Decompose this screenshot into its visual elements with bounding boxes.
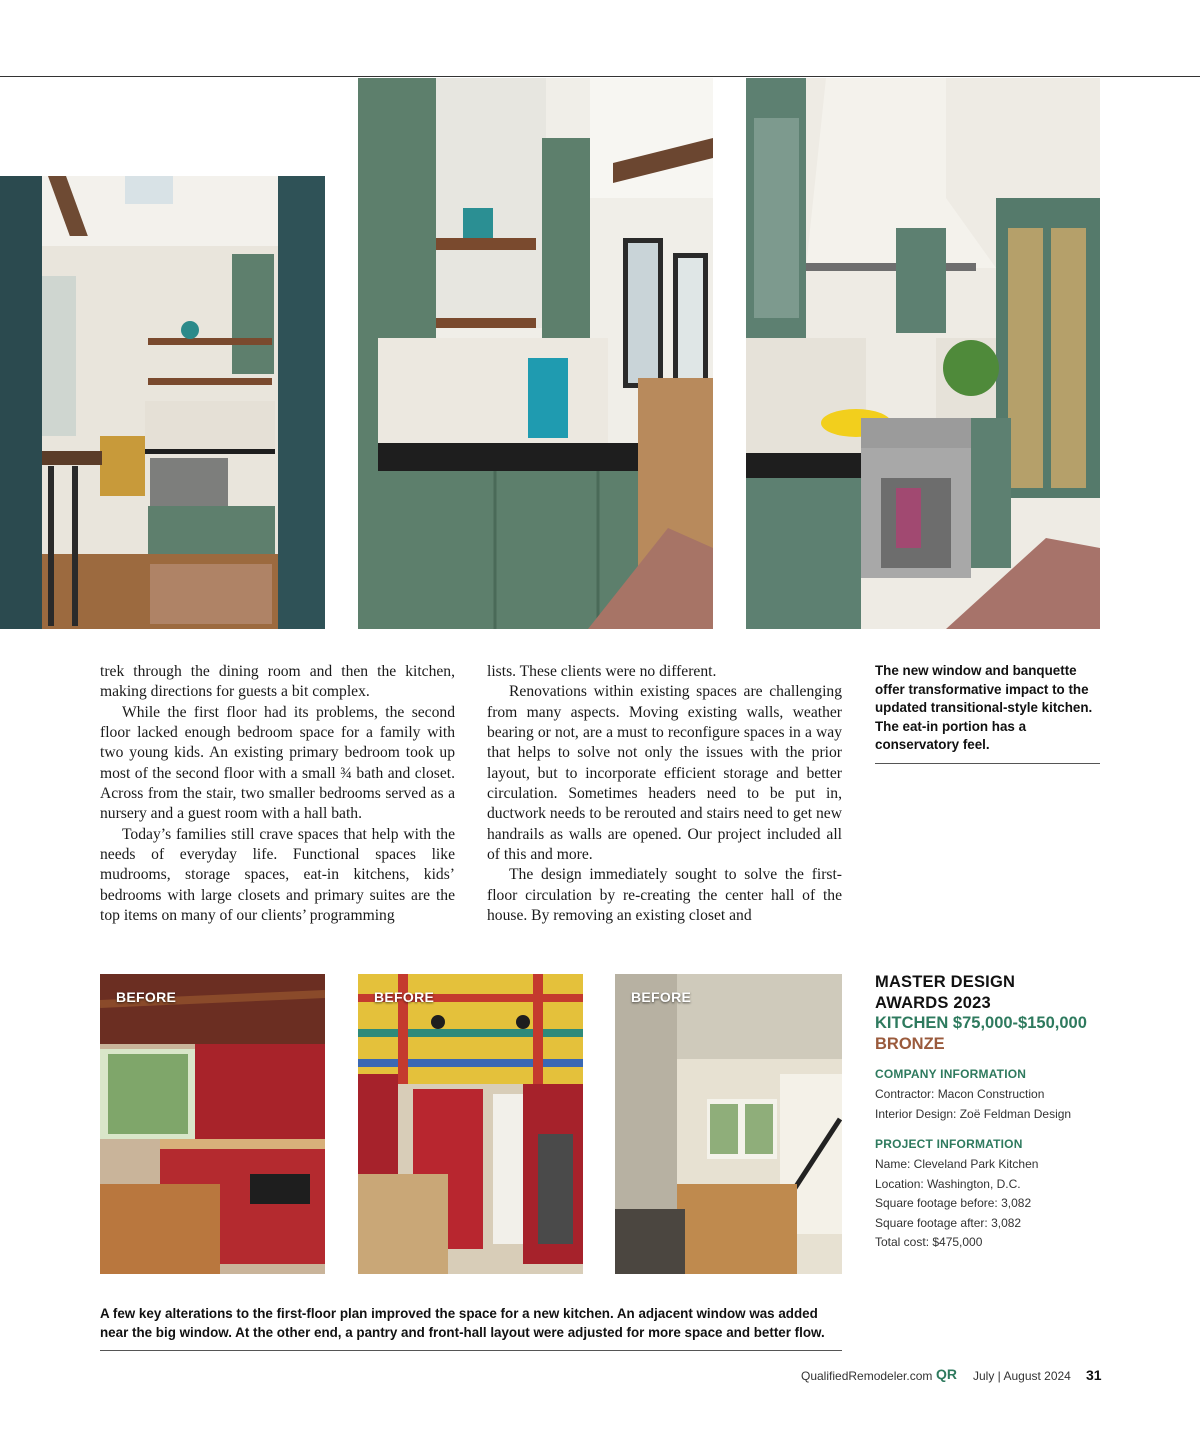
award-title-line2: AWARDS 2023 <box>875 993 991 1012</box>
body-paragraph: trek through the dining room and then the kitchen, making directions for guests a bit complex. <box>100 663 455 701</box>
before-photo-1 <box>100 974 325 1274</box>
body-paragraph: The design immediately sought to solve the first-floor circulation by re-creating the center hall of the house. By removing an existing closet and <box>487 866 842 925</box>
top-rule <box>0 76 1200 77</box>
body-paragraph: Today’s families still crave spaces that help with the needs of everyday life. Functional spaces like mudrooms, storage spaces, eat-in kitchens, kids’ bedrooms with large closets and primary suites are the top items on many of our clients’ programming <box>100 825 455 925</box>
footer-website: QualifiedRemodeler.com <box>801 1369 933 1383</box>
before-label: BEFORE <box>374 989 435 1005</box>
total-cost: Total cost: $475,000 <box>875 1235 983 1249</box>
before-photo-2 <box>358 974 583 1274</box>
interior-designer: Interior Design: Zoë Feldman Design <box>875 1106 1072 1121</box>
before-photo-3 <box>615 974 842 1274</box>
body-paragraph: lists. These clients were no different. <box>487 663 717 680</box>
photo-range-wall <box>746 78 1100 629</box>
before-label: BEFORE <box>631 989 692 1005</box>
body-column-1 <box>100 662 455 926</box>
award-title-line1: MASTER DESIGN <box>875 973 1016 991</box>
body-column-2 <box>487 662 842 926</box>
sqft-before: Square footage before: 3,082 <box>875 1196 1032 1210</box>
company-info-heading: COMPANY INFORMATION <box>875 1067 1027 1081</box>
award-category: KITCHEN $75,000-$150,000 <box>875 1014 1087 1032</box>
footer-issue: July | August 2024 <box>973 1369 1071 1383</box>
body-paragraph: While the first floor had its problems, the second floor lacked enough bedroom space for a family with two young kids. An existing primary bedroom took up most of the second floor with a small ¾ bath and closet. Across from the stair, two smaller bedrooms served as a nursery and a guest room with a hall bath. <box>100 703 455 823</box>
page-number: 31 <box>1086 1367 1102 1383</box>
award-level: BRONZE <box>875 1034 945 1053</box>
project-location: Location: Washington, D.C. <box>875 1176 1021 1191</box>
body-paragraph: Renovations within existing spaces are challenging from many aspects. Moving existing walls, weather bearing or not, are a must to reconfigure spaces in a way that helps to solve not only the issues with the prior layout, but to incorporate efficient storage and better circulation. Sometimes headers need to be put in, ductwork needs to be rerouted and stairs need to get new handrails as walls are opened. Our project included all of this and more. <box>487 683 842 864</box>
contractor: Contractor: Macon Construction <box>875 1087 1045 1101</box>
award-sidebar <box>875 972 1115 1253</box>
sqft-after: Square footage after: 3,082 <box>875 1215 1022 1230</box>
photo-caption: The new window and banquette offer transformative impact to the updated transitional-style kitchen. The eat-in portion has a conservatory feel. <box>875 662 1100 764</box>
footer-logo: QR <box>936 1366 957 1382</box>
project-name: Name: Cleveland Park Kitchen <box>875 1157 1039 1171</box>
before-label: BEFORE <box>116 989 177 1005</box>
photo-dining-kitchen <box>0 176 325 629</box>
photo-sink-wall <box>358 78 713 629</box>
before-photos-caption: A few key alterations to the first-floor plan improved the space for a new kitchen. An adjacent window was added near the big window. At the other end, a pantry and front-hall layout were adjusted for more space and better flow. <box>100 1305 842 1351</box>
project-info-heading: PROJECT INFORMATION <box>875 1137 1023 1151</box>
